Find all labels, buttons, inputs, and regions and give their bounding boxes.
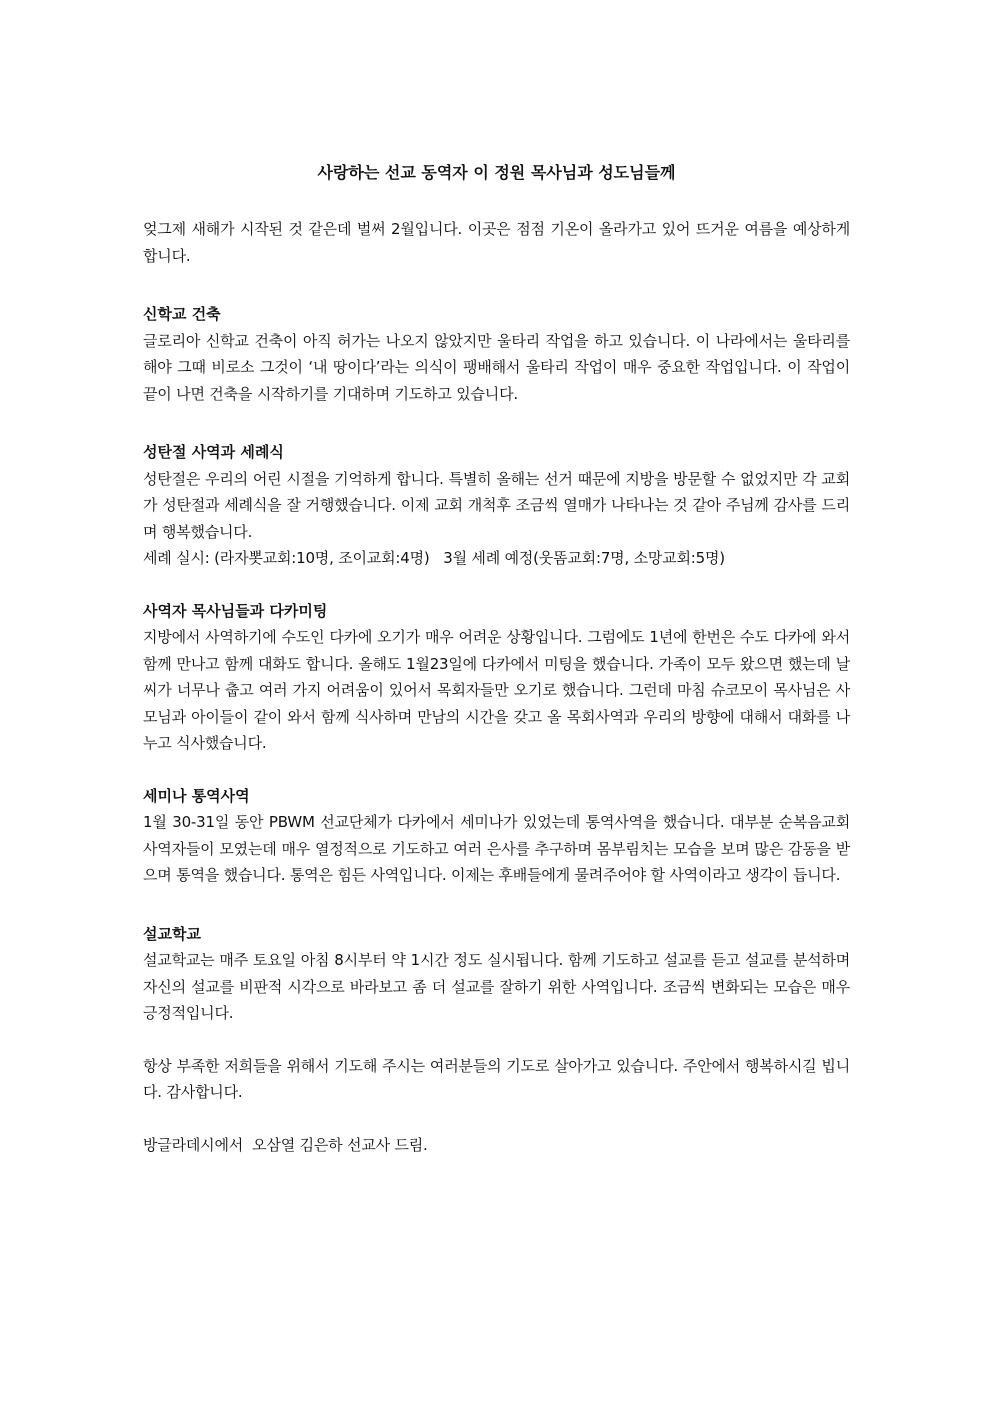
section-seminar-interpretation xyxy=(143,783,850,889)
section-body: 설교학교는 매주 토요일 아침 8시부터 약 1시간 정도 실시됩니다. 함께 기도하고 설교를 듣고 설교를 분석하며 자신의 설교를 비판적 시각으로 바라보고 좀 더 설교를 잘하기 위한 사역입니다. 조금씩 변화되는 모습은 매우 긍정적입니다. xyxy=(143,951,850,1022)
closing-paragraph: 항상 부족한 저희들을 위해서 기도해 주시는 여러분들의 기도로 살아가고 있습니다. 주안에서 행복하시길 빕니다. 감사합니다. xyxy=(143,1056,850,1101)
signature: 방글라데시에서 오삼열 김은하 선교사 드림. xyxy=(143,1135,428,1154)
section-seminary-construction xyxy=(143,301,850,407)
section-heading: 세미나 통역사역 xyxy=(143,786,250,805)
section-heading: 설교학교 xyxy=(143,924,201,943)
letter-page xyxy=(143,160,850,1158)
section-preaching-school xyxy=(143,921,850,1027)
section-heading: 신학교 건축 xyxy=(143,305,221,323)
letter-title: 사랑하는 선교 동역자 이 정원 목사님과 성도님들께 xyxy=(317,163,676,182)
intro-paragraph: 엊그제 새해가 시작된 것 같은데 벌써 2월입니다. 이곳은 점점 기온이 올라가고 있어 뜨거운 여름을 예상하게 합니다. xyxy=(143,220,850,265)
baptism-summary: 세례 실시: (라자뽓교회:10명, 조이교회:4명) 3월 세례 예정(웃똠교회:7명, 소망교회:5명) xyxy=(143,549,725,567)
section-christmas-baptism xyxy=(143,439,850,572)
section-heading: 성탄절 사역과 세례식 xyxy=(143,443,284,461)
section-heading: 사역자 목사님들과 다카미팅 xyxy=(143,601,328,620)
section-dhaka-meeting xyxy=(143,598,850,757)
section-body: 글로리아 신학교 건축이 아직 허가는 나오지 않았지만 울타리 작업을 하고 있습니다. 이 나라에서는 울타리를 해야 그때 비로소 그것이 ‘내 땅이다’라는 의식이 팽배해서 울타리 작업이 매우 중요한 작업입니다. 이 작업이 끝이 나면 건축을 시작하기를 기대하며 기도하고 있습니다. xyxy=(143,331,850,403)
section-body: 지방에서 사역하기에 수도인 다카에 오기가 매우 어려운 상황입니다. 그럼에도 1년에 한번은 수도 다카에 와서 함께 만나고 함께 대화도 합니다. 올해도 1월23일에 다카에서 미팅을 했습니다. 가족이 모두 왔으면 했는데 날씨가 너무나 춥고 여러 가지 어려움이 있어서 목회자들만 오기로 했습니다. 그런데 마침 슈코모이 목사님은 사모님과 아이들이 같이 와서 함께 식사하며 만남의 시간을 갖고 올 목회사역과 우리의 방향에 대해서 대화를 나누고 식사했습니다. xyxy=(143,628,850,752)
section-body: 성탄절은 우리의 어린 시절을 기억하게 합니다. 특별히 올해는 선거 때문에 지방을 방문할 수 없었지만 각 교회가 성탄절과 세례식을 잘 거행했습니다. 이제 교회 개척후 조금씩 열매가 나타나는 것 같아 주님께 감사를 드리며 행복했습니다. xyxy=(143,469,850,541)
section-body: 1월 30-31일 동안 PBWM 선교단체가 다카에서 세미나가 있었는데 통역사역을 했습니다. 대부분 순복음교회 사역자들이 모였는데 매우 열정적으로 기도하고 여러 은사를 추구하며 몸부림치는 모습을 보며 많은 감동을 받으며 통역을 했습니다. 통역은 힘든 사역입니다. 이제는 후배들에게 물려주어야 할 사역이라고 생각이 듭니다. xyxy=(143,813,850,884)
